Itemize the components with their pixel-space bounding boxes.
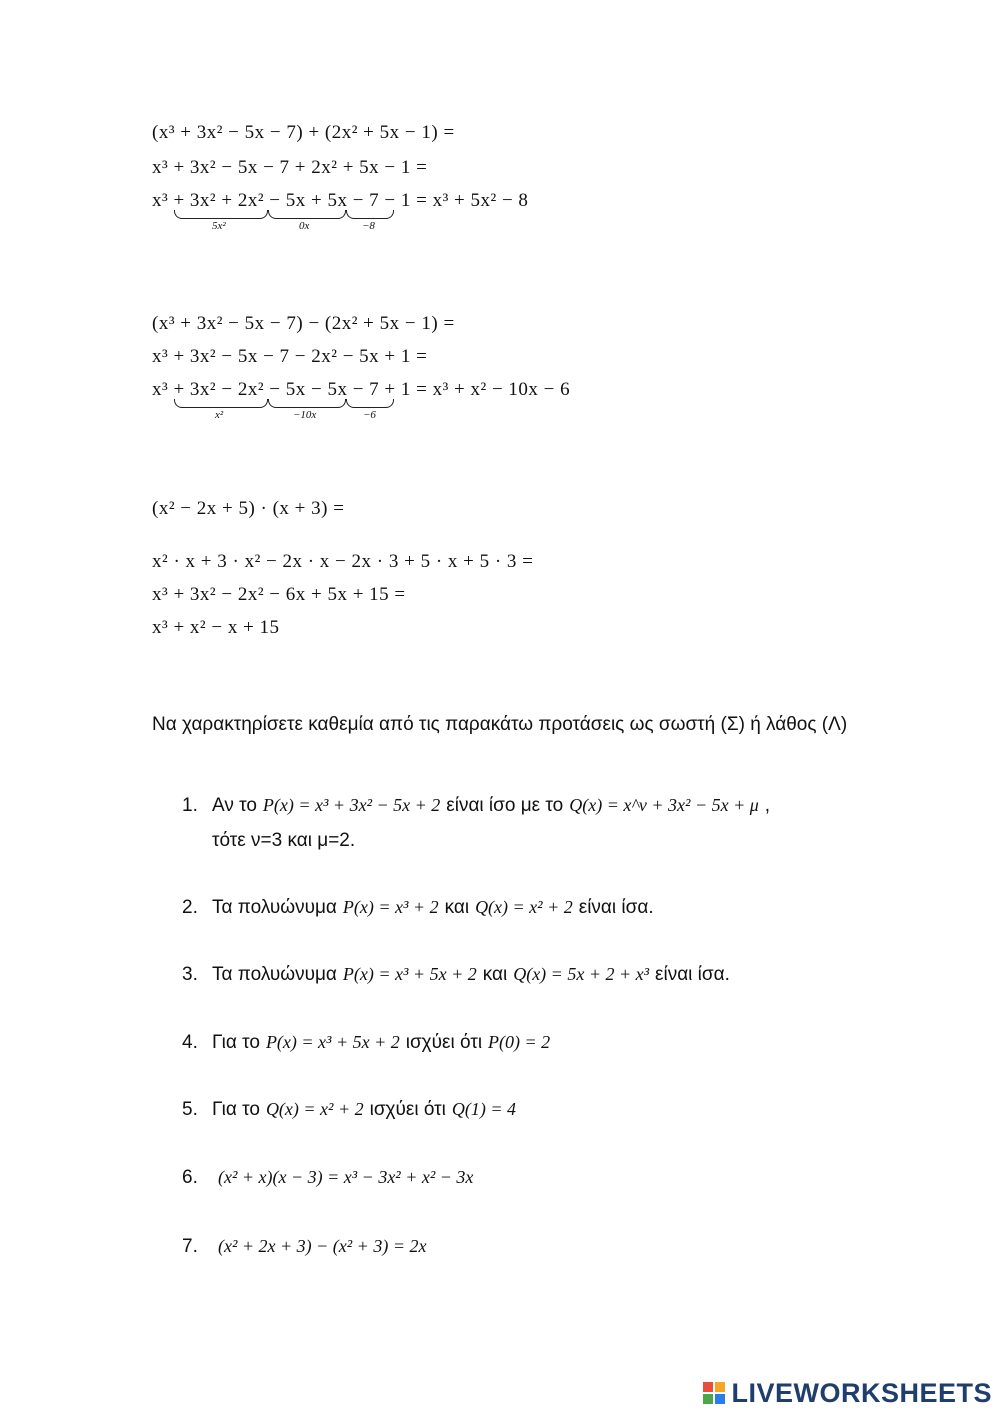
sum-brace-3 xyxy=(346,210,394,219)
item-number: 4. xyxy=(182,1032,198,1053)
sum-line-3: x³ + 3x² + 2x² − 5x + 5x − 7 − 1 = x³ + 5x² − 8 xyxy=(152,190,529,211)
prod-line-4: x³ + x² − x + 15 xyxy=(152,617,280,638)
item-text-b: και xyxy=(482,964,508,985)
item-text-a: Τα πολυώνυμα xyxy=(212,964,337,985)
item-number: 1. xyxy=(182,795,198,816)
item-formula-2: Q(x) = x^ν + 3x² − 5x + μ xyxy=(569,795,759,815)
liveworksheets-logo xyxy=(703,1377,992,1409)
list-item-3 xyxy=(182,964,730,986)
item-1-continuation: τότε ν=3 και μ=2. xyxy=(212,830,356,851)
list-item-7 xyxy=(182,1236,432,1258)
item-number: 5. xyxy=(182,1099,198,1120)
sum-line-2: x³ + 3x² − 5x − 7 + 2x² + 5x − 1 = xyxy=(152,157,428,178)
item-text-b: ισχύει ότι xyxy=(405,1032,483,1053)
item-number: 3. xyxy=(182,964,198,985)
item-formula-2: Q(1) = 4 xyxy=(451,1099,517,1119)
logo-mark-icon xyxy=(703,1382,725,1404)
diff-line-3: x³ + 3x² − 2x² − 5x − 5x − 7 + 1 = x³ + x² − 10x − 6 xyxy=(152,379,571,400)
diff-brace-label-2: −10x xyxy=(293,409,317,421)
sum-brace-label-2: 0x xyxy=(299,220,310,232)
diff-line-1: (x³ + 3x² − 5x − 7) − (2x² + 5x − 1) = xyxy=(152,313,455,334)
list-item-2 xyxy=(182,897,654,919)
item-text-a: Για το xyxy=(212,1099,260,1120)
prod-line-2: x² · x + 3 · x² − 2x · x − 2x · 3 + 5 · x + 5 · 3 = xyxy=(152,551,534,572)
item-text-c: είναι ίσα. xyxy=(655,964,730,985)
instruction-text: Να χαρακτηρίσετε καθεμία από τις παρακάτω προτάσεις ως σωστή (Σ) ή λάθος (Λ) xyxy=(152,714,848,735)
prod-line-1: (x² − 2x + 5) · (x + 3) = xyxy=(152,498,345,519)
item-text-b: είναι ίσο με το xyxy=(446,795,564,816)
sum-brace-2 xyxy=(268,210,346,219)
item-formula-2: P(0) = 2 xyxy=(488,1032,551,1052)
item-text-a: Αν το xyxy=(212,795,257,816)
item-formula-1: (x² + 2x + 3) − (x² + 3) = 2x xyxy=(218,1236,427,1256)
logo-text: LIVEWORKSHEETS xyxy=(731,1377,992,1408)
diff-brace-label-3: −6 xyxy=(363,409,376,421)
item-formula-2: Q(x) = 5x + 2 + x³ xyxy=(513,964,649,984)
item-text-b: ισχύει ότι xyxy=(369,1099,446,1120)
item-number: 2. xyxy=(182,897,198,918)
item-formula-1: P(x) = x³ + 2 xyxy=(342,897,439,917)
list-item-4 xyxy=(182,1032,556,1054)
item-number: 6. xyxy=(182,1167,198,1188)
item-formula-1: (x² + x)(x − 3) = x³ − 3x² + x² − 3x xyxy=(218,1167,474,1187)
item-number: 7. xyxy=(182,1236,198,1257)
sum-brace-label-1: 5x² xyxy=(212,220,226,232)
list-item-6 xyxy=(182,1167,479,1189)
diff-brace-3 xyxy=(346,399,394,408)
prod-line-3: x³ + 3x² − 2x² − 6x + 5x + 15 = xyxy=(152,584,406,605)
diff-brace-label-1: x² xyxy=(215,409,224,421)
sum-brace-1 xyxy=(174,210,268,219)
item-formula-1: P(x) = x³ + 3x² − 5x + 2 xyxy=(262,795,441,815)
item-text-b: και xyxy=(444,897,470,918)
diff-line-2: x³ + 3x² − 5x − 7 − 2x² − 5x + 1 = xyxy=(152,346,428,367)
item-text-a: Τα πολυώνυμα xyxy=(212,897,337,918)
list-item-5 xyxy=(182,1099,522,1121)
item-text-a: Για το xyxy=(212,1032,260,1053)
item-text-c: , xyxy=(764,795,771,816)
item-formula-1: Q(x) = x² + 2 xyxy=(265,1099,364,1119)
sum-line-1: (x³ + 3x² − 5x − 7) + (2x² + 5x − 1) = xyxy=(152,122,455,143)
item-formula-2: Q(x) = x² + 2 xyxy=(475,897,573,917)
item-formula-1: P(x) = x³ + 5x + 2 xyxy=(265,1032,400,1052)
sum-brace-label-3: −8 xyxy=(362,220,375,232)
item-formula-1: P(x) = x³ + 5x + 2 xyxy=(342,964,477,984)
diff-brace-1 xyxy=(174,399,268,408)
diff-brace-2 xyxy=(268,399,346,408)
item-text-c: είναι ίσα. xyxy=(578,897,654,918)
list-item-1 xyxy=(182,795,770,817)
